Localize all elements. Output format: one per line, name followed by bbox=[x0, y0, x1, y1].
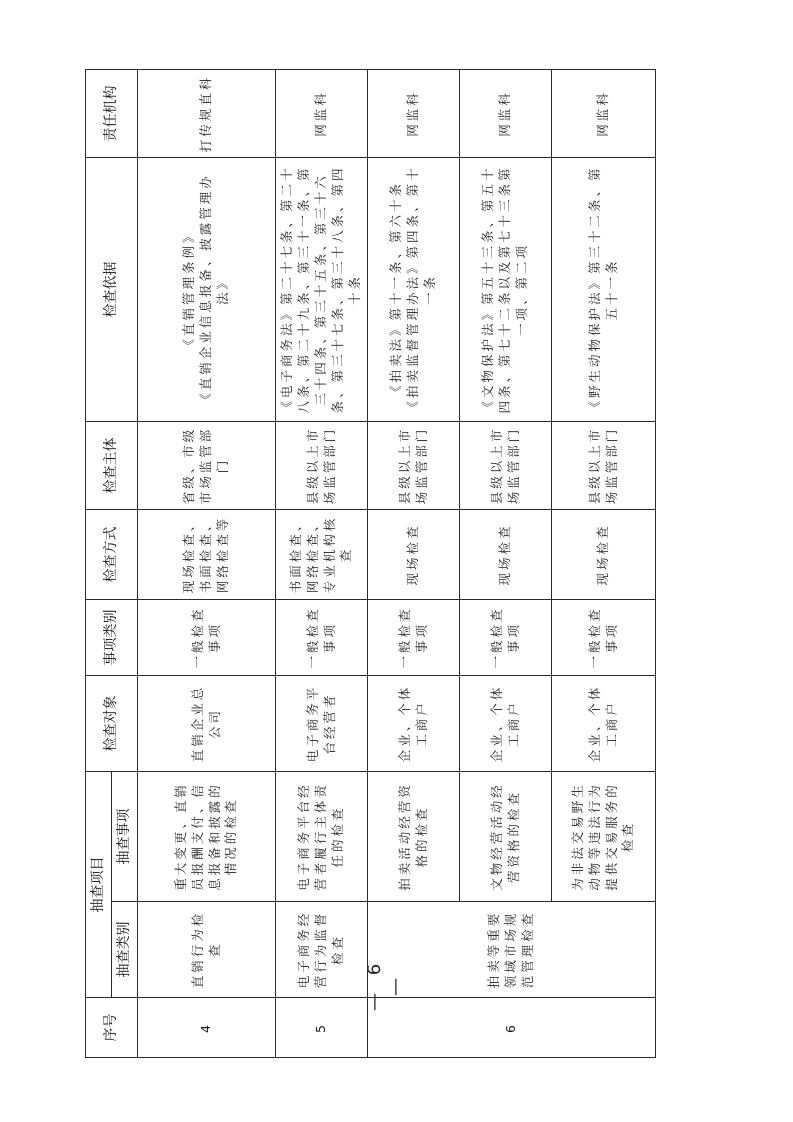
cell-type: 一般检查事项 bbox=[276, 600, 368, 676]
header-basis: 检查依据 bbox=[86, 158, 138, 422]
table-row bbox=[368, 70, 460, 1058]
cell-org: 网监科 bbox=[552, 70, 656, 158]
cell-basis: 《野生动物保护法》第三十二条、第五十一条 bbox=[552, 158, 656, 422]
cell-basis: 《拍卖法》第十一条、第六十条 《拍卖监督管理办法》第四条、第十一条 bbox=[368, 158, 460, 422]
cell-seq: 4 bbox=[138, 998, 276, 1058]
cell-type: 一般检查事项 bbox=[460, 600, 552, 676]
cell-method: 现场检查、书面检查、网络检查等 bbox=[138, 510, 276, 600]
cell-target: 企业、个体工商户 bbox=[460, 676, 552, 772]
header-target: 检查对象 bbox=[86, 676, 138, 772]
header-project: 抽查项目 bbox=[86, 772, 112, 998]
header-item: 抽查事项 bbox=[112, 772, 138, 902]
table-row bbox=[276, 70, 368, 1058]
header-category: 抽查类别 bbox=[112, 902, 138, 998]
cell-category: 电子商务经营行为监督检查 bbox=[276, 902, 368, 998]
cell-basis: 《电子商务法》第二十七条、第二十八条、第二十九条、第三十一条、第三十四条、第三十五条、第三十六条、第三十七条、第三十八条、第四十条 bbox=[276, 158, 368, 422]
cell-target: 企业、个体工商户 bbox=[552, 676, 656, 772]
cell-method: 现场检查 bbox=[368, 510, 460, 600]
cell-item: 文物经营活动经营资格的检查 bbox=[460, 772, 552, 902]
table-row bbox=[138, 70, 276, 1058]
cell-method: 现场检查 bbox=[460, 510, 552, 600]
cell-org: 打传规直科 bbox=[138, 70, 276, 158]
cell-item: 拍卖活动经营资格的检查 bbox=[368, 772, 460, 902]
cell-type: 一般检查事项 bbox=[368, 600, 460, 676]
header-subject: 检查主体 bbox=[86, 422, 138, 510]
cell-method: 书面检查、网络检查、专业机构核查 bbox=[276, 510, 368, 600]
header-type: 事项类别 bbox=[86, 600, 138, 676]
cell-target: 企业、个体工商户 bbox=[368, 676, 460, 772]
cell-type: 一般检查事项 bbox=[138, 600, 276, 676]
header-org: 责任机构 bbox=[86, 70, 138, 158]
cell-target: 电子商务平台经营者 bbox=[276, 676, 368, 772]
cell-subject: 省级、市级市场监管部门 bbox=[138, 422, 276, 510]
cell-subject: 县级以上市场监管部门 bbox=[460, 422, 552, 510]
cell-basis: 《直销管理条例》 《直销企业信息报备、披露管理办法》 bbox=[138, 158, 276, 422]
cell-subject: 县级以上市场监管部门 bbox=[276, 422, 368, 510]
page-number: — 6 — bbox=[364, 957, 406, 1011]
cell-item: 为非法交易野生动物等违法行为提供交易服务的检查 bbox=[552, 772, 656, 902]
cell-method: 现场检查 bbox=[552, 510, 656, 600]
cell-type: 一般检查事项 bbox=[552, 600, 656, 676]
header-row-1 bbox=[86, 70, 112, 1058]
cell-org: 网监科 bbox=[460, 70, 552, 158]
cell-subject: 县级以上市场监管部门 bbox=[368, 422, 460, 510]
cell-org: 网监科 bbox=[368, 70, 460, 158]
cell-seq: 6 bbox=[368, 998, 656, 1058]
cell-subject: 县级以上市场监管部门 bbox=[552, 422, 656, 510]
rotated-table-wrapper bbox=[85, 70, 655, 1058]
header-method: 检查方式 bbox=[86, 510, 138, 600]
cell-target: 直销企业总公司 bbox=[138, 676, 276, 772]
cell-org: 网监科 bbox=[276, 70, 368, 158]
cell-item: 电子商务平台经营者履行主体责任的检查 bbox=[276, 772, 368, 902]
cell-seq: 5 bbox=[276, 998, 368, 1058]
inspection-table bbox=[85, 69, 656, 1058]
cell-category: 拍卖等重要领域市场规范管理检查 bbox=[368, 902, 656, 998]
cell-category: 直销行为检查 bbox=[138, 902, 276, 998]
cell-basis: 《文物保护法》第五十三条、第五十四条、第七十二条以及第七十三条第一项、第二项 bbox=[460, 158, 552, 422]
cell-item: 重大变更、直销员报酬支付、信息报备和披露的情况的检查 bbox=[138, 772, 276, 902]
header-seq: 序号 bbox=[86, 998, 138, 1058]
